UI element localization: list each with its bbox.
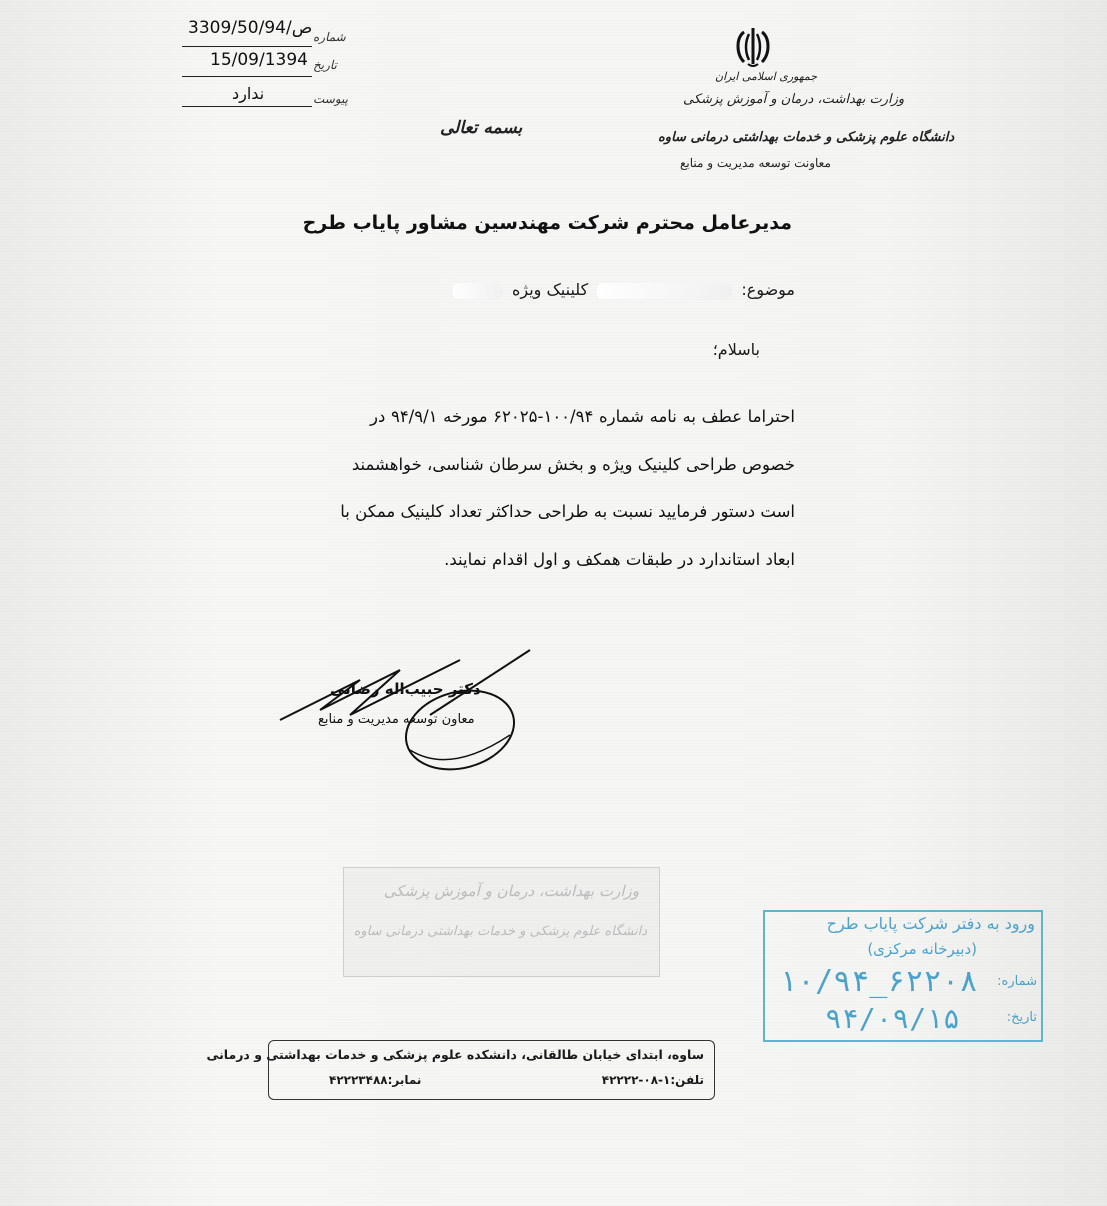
receipt-stamp: [763, 910, 1043, 1042]
header-country: جمهوری اسلامی ایران: [715, 70, 818, 83]
letter-attachment: ندارد: [232, 84, 265, 103]
receipt-number: ۱۰/۹۴_۶۲۲۰۸: [779, 964, 978, 999]
subject-label: موضوع:: [741, 280, 795, 299]
letter-attachment-label: پیوست: [313, 92, 348, 106]
body-line: ابعاد استاندارد در طبقات همکف و اول اقدام نمایند.: [444, 549, 795, 569]
stamp-line: وزارت بهداشت، درمان و آموزش پزشکی: [383, 882, 639, 900]
receipt-stamp-title: ورود به دفتر شرکت پایاب طرح: [826, 914, 1035, 933]
addressee: مدیرعامل محترم شرکت مهندسین مشاور پایاب طرح: [302, 212, 792, 234]
signatory-name: دکتر حبیب‌اله رضایی: [330, 680, 481, 698]
handwritten-signature-icon: [260, 640, 560, 780]
header-university: دانشگاه علوم پزشکی و خدمات بهداشتی درمانی ساوه: [658, 130, 955, 145]
receipt-date: ۹۴/۰۹/۱۵: [825, 1002, 960, 1035]
letter-number-label: شماره: [313, 30, 346, 44]
footer-address: ساوه، ابتدای خیابان طالقانی، دانشکده علوم پزشکی و خدمات بهداشتی و درمانی: [206, 1047, 704, 1062]
header-department: معاونت توسعه مدیریت و منابع: [680, 156, 831, 170]
footer-contact-box: [206, 1040, 715, 1100]
signatory-title: معاون توسعه مدیریت و منابع: [318, 712, 475, 727]
body-line: خصوص طراحی کلینیک ویژه و بخش سرطان شناسی، خواهشمند: [351, 454, 795, 474]
stamp-line: دانشگاه علوم پزشکی و خدمات بهداشتی درمانی ساوه: [353, 924, 647, 939]
receipt-date-label: تاریخ:: [1006, 1010, 1037, 1025]
redaction-mark: [597, 283, 732, 299]
letter-date-label: تاریخ: [313, 58, 337, 72]
subject-value: کلینیک ویژه: [511, 280, 589, 299]
header-ministry: وزارت بهداشت، درمان و آموزش پزشکی: [683, 92, 905, 107]
subject-row: [449, 280, 795, 299]
receipt-stamp-subtitle: (دبیرخانه مرکزی): [867, 940, 977, 958]
letter-body: [340, 393, 796, 583]
footer-phone: تلفن:۱-۰۸-۴۲۲۲۲: [601, 1073, 704, 1087]
iran-emblem-icon: [730, 24, 776, 70]
body-line: است دستور فرمایید نسبت به طراحی حداکثر تعداد کلینیک ممکن با: [340, 502, 795, 521]
letter-number: 3309/50/ص/94: [188, 18, 313, 38]
invocation: بسمه تعالی: [440, 118, 523, 138]
institution-stamp: [343, 867, 660, 977]
body-line: احتراما عطف به نامه شماره ۱۰۰/۹۴-۶۲۰۲۵ مورخه ۹۴/۹/۱ در: [370, 407, 796, 426]
letter-date: 15/09/1394: [210, 50, 308, 70]
receipt-number-label: شماره:: [997, 974, 1037, 989]
redaction-mark: [453, 283, 503, 299]
footer-fax: نمابر:۴۲۲۲۳۴۸۸: [329, 1073, 422, 1087]
greeting: باسلام؛: [712, 340, 760, 359]
